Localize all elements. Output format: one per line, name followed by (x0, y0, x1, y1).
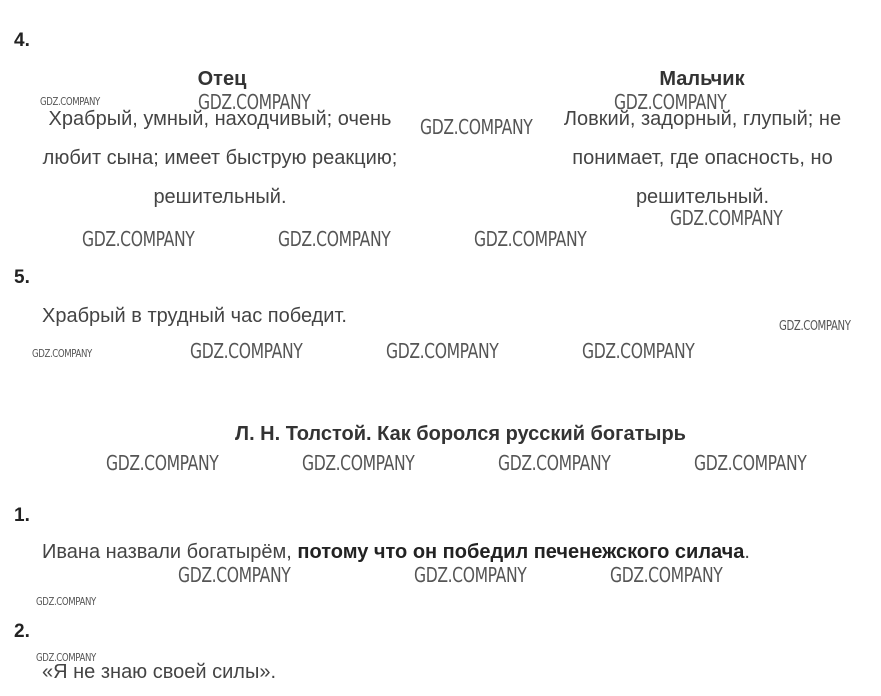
question-number-1: 1. (14, 505, 30, 526)
watermark: GDZ.COMPANY (386, 339, 499, 363)
father-trait-line-1: Храбрый, умный, находчивый; очень (48, 108, 392, 130)
watermark: GDZ.COMPANY (779, 319, 851, 334)
watermark: GDZ.COMPANY (420, 115, 533, 139)
watermark: GDZ.COMPANY (106, 451, 219, 475)
watermark: GDZ.COMPANY (32, 347, 92, 360)
watermark: GDZ.COMPANY (190, 339, 303, 363)
watermark: GDZ.COMPANY (670, 206, 783, 230)
watermark: GDZ.COMPANY (278, 227, 391, 251)
watermark: GDZ.COMPANY (582, 339, 695, 363)
watermark: GDZ.COMPANY (610, 563, 723, 587)
watermark: GDZ.COMPANY (474, 227, 587, 251)
watermark: GDZ.COMPANY (414, 563, 527, 587)
watermark: GDZ.COMPANY (498, 451, 611, 475)
watermark: GDZ.COMPANY (36, 595, 96, 608)
section-title: Л. Н. Толстой. Как боролся русский богатырь (235, 423, 686, 445)
answer-1-text (42, 541, 750, 564)
question-number-5: 5. (14, 267, 30, 288)
question-number-4: 4. (14, 30, 30, 51)
boy-trait-line-1: Ловкий, задорный, глупый; не (563, 108, 842, 130)
answer-1-plain: Ивана назвали богатырём, (42, 541, 298, 563)
column-heading-boy: Мальчик (659, 68, 745, 90)
boy-trait-line-2: понимает, где опасность, но (572, 147, 833, 169)
question-number-2: 2. (14, 621, 30, 642)
watermark: GDZ.COMPANY (178, 563, 291, 587)
watermark: GDZ.COMPANY (82, 227, 195, 251)
father-trait-line-3: решительный. (153, 186, 287, 208)
watermark: GDZ.COMPANY (40, 95, 100, 108)
answer-1-bold: потому что он победил печенежского силача (297, 541, 745, 563)
answer-2-text: «Я не знаю своей силы». (42, 661, 277, 683)
watermark: GDZ.COMPANY (614, 90, 727, 114)
answer-1-end: . (744, 541, 750, 563)
boy-trait-line-3: решительный. (635, 186, 770, 208)
watermark: GDZ.COMPANY (36, 651, 96, 664)
watermark: GDZ.COMPANY (198, 90, 311, 114)
watermark: GDZ.COMPANY (302, 451, 415, 475)
column-heading-father: Отец (197, 68, 247, 90)
answer-5-text: Храбрый в трудный час победит. (42, 305, 347, 327)
watermark: GDZ.COMPANY (694, 451, 807, 475)
father-trait-line-2: любит сына; имеет быструю реакцию; (42, 147, 398, 169)
